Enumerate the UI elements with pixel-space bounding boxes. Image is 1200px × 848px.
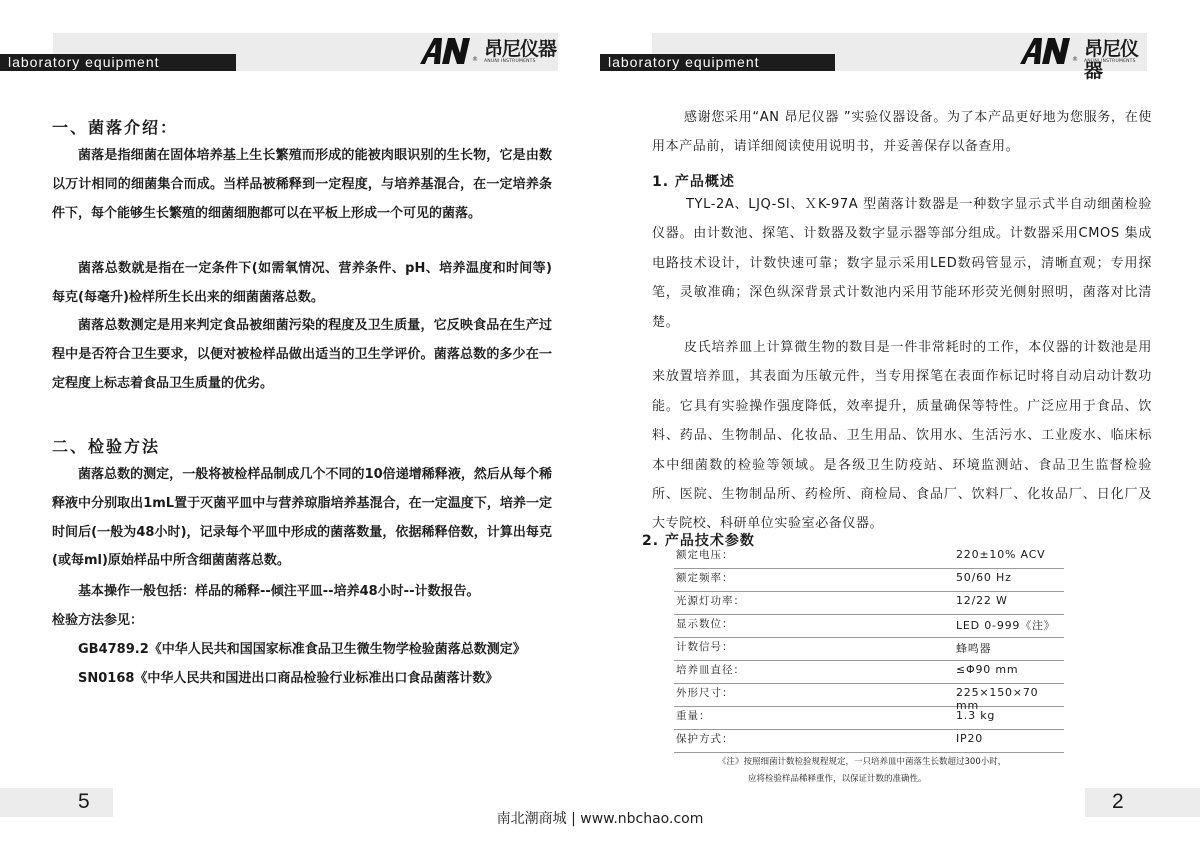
references-title: 检验方法参见： xyxy=(52,613,144,628)
spec-value: 蜂鸣器 xyxy=(956,642,992,655)
spec-label: 计数信号： xyxy=(676,641,734,653)
spec-value: 1.3 kg xyxy=(956,709,996,722)
brand-name-en: ANUNI INSTRUMENTS xyxy=(484,59,536,64)
spec-value: ≤Φ90 mm xyxy=(956,663,1019,676)
an-logo-icon xyxy=(420,38,472,64)
spec-note-line-2: 应将检验样品稀释重作，以保证计数的准确性。 xyxy=(748,774,927,784)
spec-label: 外形尺寸： xyxy=(676,687,734,699)
overview-title: 1. 产品概述 xyxy=(652,174,735,190)
intro-paragraph: 感谢您采用“AN 昂尼仪器 ”实验仪器设备。为了本产品更好地为您服务，在使用本产品前，请详细阅读使用说明书，并妥善保存以备查用。 xyxy=(652,110,1152,155)
overview-paragraph-2: 皮氏培养皿上计算微生物的数目是一件非常耗时的工作，本仪器的计数池是用来放置培养皿，其表面为压敏元件，当专用探笔在表面作标记时将自动启动计数功能。它具有实验操作强度降低，效率提升，质量确保等特性。广泛应用于食品、饮料、药品、生物制品、化妆品、卫生用品、饮用水、生活污水、工业废水、临床标本中细菌数的检验等领域。是各级卫生防疫站、环境监测站、食品卫生监督检验所、医院、生物制品所、药检所、商检局、食品厂、饮料厂、化妆品厂、日化厂及大专院校、科研单位实验室必备仪器。 xyxy=(652,340,1152,532)
spec-row xyxy=(674,545,1064,569)
spec-row xyxy=(674,637,1064,661)
spec-value: 225×150×70 mm xyxy=(956,686,1039,712)
page-number: 2 xyxy=(1112,790,1124,813)
spec-label: 培养皿直径： xyxy=(676,664,745,676)
right-page xyxy=(600,0,1200,848)
spec-value: LED 0-999《注》 xyxy=(956,619,1056,632)
spec-row xyxy=(674,591,1064,615)
brand-logo xyxy=(420,38,560,68)
section2-paragraph: 菌落总数的测定，一般将被检样品制成几个不同的10倍递增稀释液，然后从每个稀释液中分别取出1mL置于灭菌平皿中与营养琼脂培养基混合，在一定温度下，培养一定时间后(一般为48小时)，记录每个平皿中形成的菌落数量，依据稀释倍数，计算出每克(或每ml)原始样品中所含细菌菌落总数。 xyxy=(52,467,552,569)
page-number: 5 xyxy=(78,790,90,813)
spec-value: IP20 xyxy=(956,732,984,745)
section1-paragraph-1: 菌落是指细菌在固体培养基上生长繁殖而形成的能被肉眼识别的生长物，它是由数以万计相同的细菌集合而成。当样品被稀释到一定程度，与培养基混合，在一定培养条件下，每个能够生长繁殖的细菌细胞都可以在平板上形成一个可见的菌落。 xyxy=(52,148,552,221)
registered-mark: ® xyxy=(1072,56,1078,63)
overview-paragraph-1: TYL-2A、LJQ-SI、ＸK-97A 型菌落计数器是一种数字显示式半自动细菌检验仪器。由计数池、探笔、计数器及数字显示器等部分组成。计数器采用CMOS 集成电路技术设计，计数快速可靠；数字显示采用LED数码管显示，清晰直观；专用探笔，灵敏准确；深色纵深背景式计数池内采用节能环形荧光侧射照明，菌落对比清楚。 xyxy=(652,197,1152,330)
brand-name-en: ANUNI INSTRUMENTS xyxy=(1084,59,1136,64)
spec-label: 重量： xyxy=(676,710,711,722)
site-footer: 南北潮商城 | www.nbchao.com xyxy=(496,811,704,827)
an-logo-icon xyxy=(1020,38,1072,64)
spec-row xyxy=(674,568,1064,592)
spec-row xyxy=(674,706,1064,730)
spec-value: 50/60 Hz xyxy=(956,571,1012,584)
spec-row xyxy=(674,683,1064,712)
brand-name-cn: 昂尼仪器 xyxy=(484,38,557,60)
spec-label: 额定电压： xyxy=(676,549,734,561)
basic-operations: 基本操作一般包括：样品的稀释--倾注平皿--培养48小时--计数报告。 xyxy=(78,584,480,599)
section1-title: 一、菌落介绍： xyxy=(52,118,179,137)
specs-title: 2. 产品技术参数 xyxy=(642,533,755,549)
spec-label: 光源灯功率： xyxy=(676,595,745,607)
brand-logo xyxy=(1020,38,1150,82)
section1-paragraph-3: 菌落总数测定是用来判定食品被细菌污染的程度及卫生质量，它反映食品在生产过程中是否符合卫生要求，以便对被检样品做出适当的卫生学评价。菌落总数的多少在一定程度上标志着食品卫生质量的优劣。 xyxy=(52,318,552,391)
spec-label: 保护方式： xyxy=(676,733,734,745)
spec-note-line-1: 《注》按照细菌计数检验规程规定，一只培养皿中菌落生长数超过300小时， xyxy=(718,757,1007,767)
spec-row xyxy=(674,729,1064,753)
spec-row xyxy=(674,660,1064,684)
header-tag: laboratory equipment xyxy=(600,54,835,71)
reference-gb4789: GB4789.2《中华人民共和国国家标准食品卫生微生物学检验菌落总数测定》 xyxy=(78,642,526,657)
spec-label: 显示数位： xyxy=(676,618,734,630)
section1-paragraph-2: 菌落总数就是指在一定条件下(如需氧情况、营养条件、pH、培养温度和时间等)每克(每毫升)检样所生长出来的细菌菌落总数。 xyxy=(52,261,552,305)
reference-sn0168: SN0168《中华人民共和国进出口商品检验行业标准出口食品菌落计数》 xyxy=(78,671,499,686)
spec-label: 额定频率： xyxy=(676,572,734,584)
spec-value: 220±10% ACV xyxy=(956,548,1046,561)
spec-value: 12/22 W xyxy=(956,594,1008,607)
section2-title: 二、检验方法 xyxy=(52,437,161,456)
spec-row xyxy=(674,614,1064,638)
registered-mark: ® xyxy=(472,56,478,63)
header-tag: laboratory equipment xyxy=(0,54,236,71)
brand-name-cn: 昂尼仪器 xyxy=(1084,38,1139,82)
